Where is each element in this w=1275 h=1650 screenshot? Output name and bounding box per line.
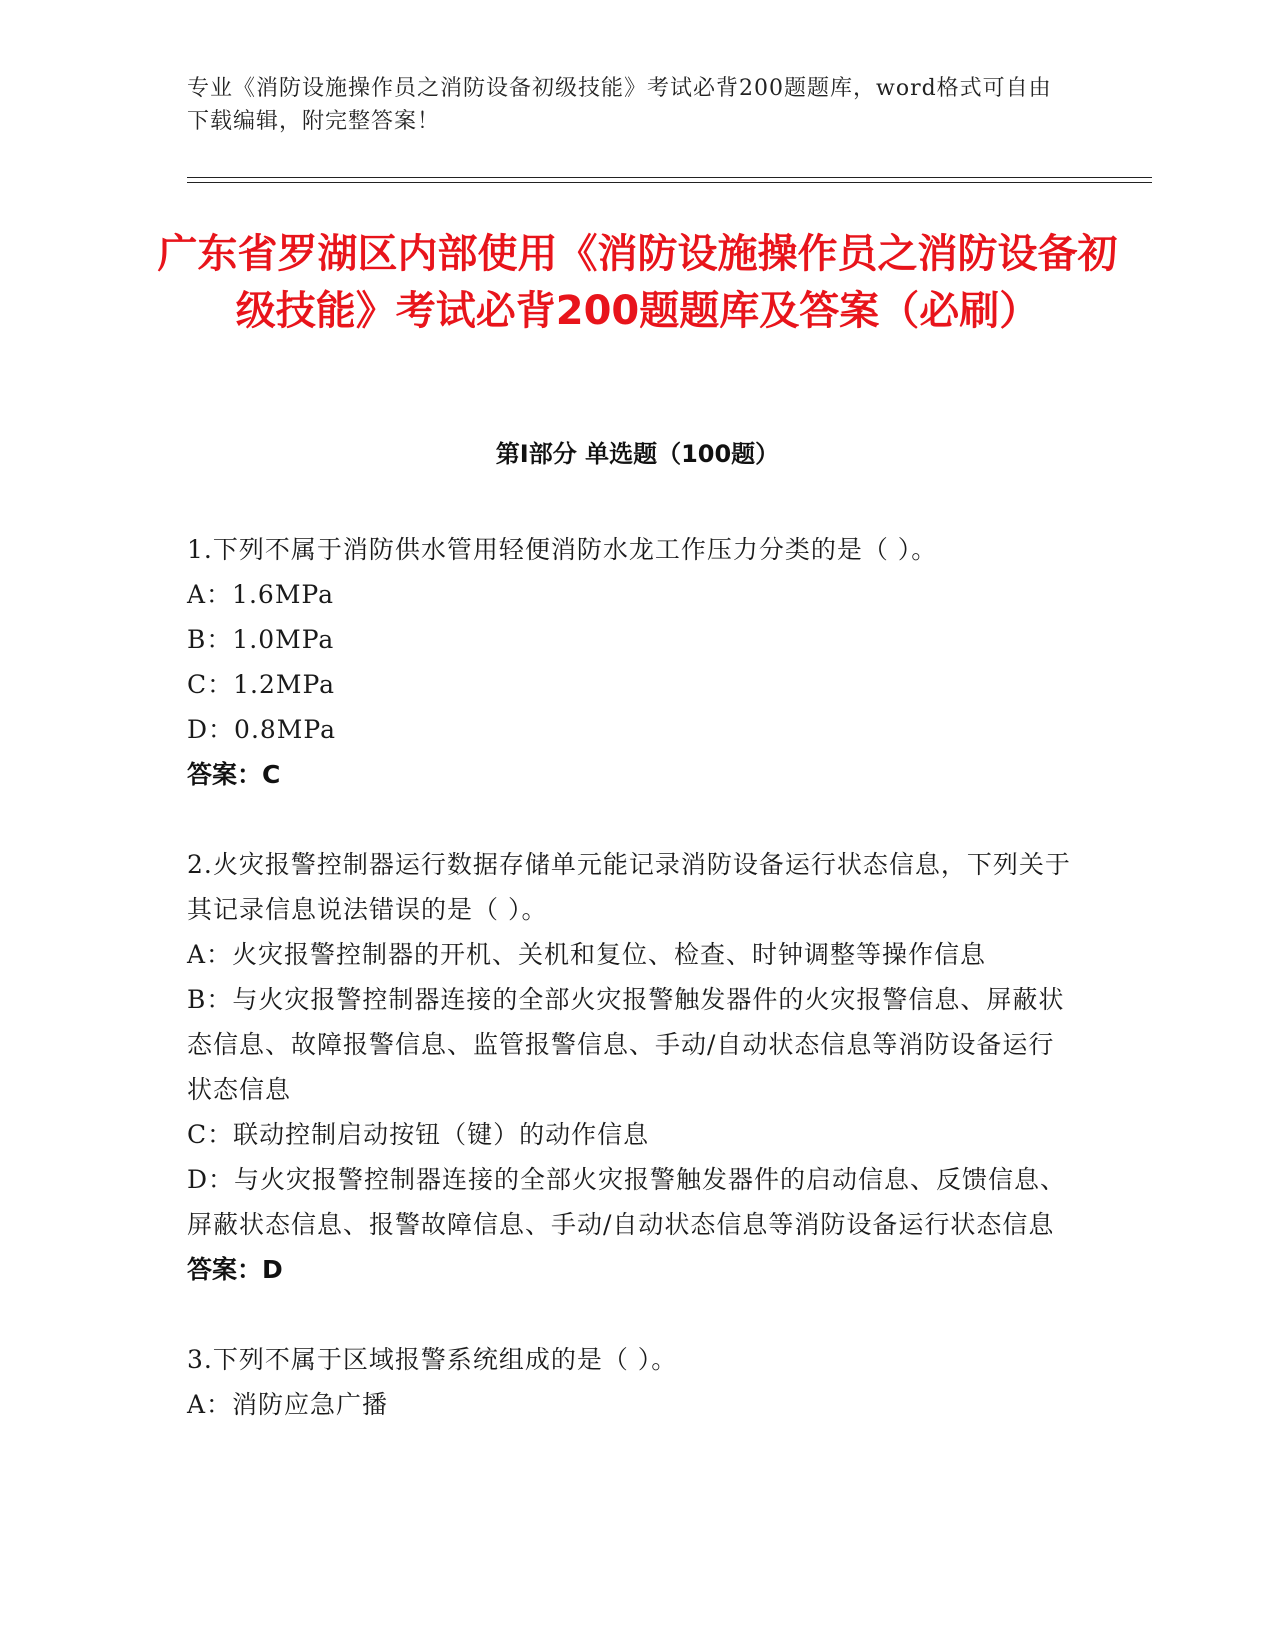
- option-b: B：与火灾报警控制器连接的全部火灾报警触发器件的火灾报警信息、屏蔽状态信息、故障报警信息、监管报警信息、手动/自动状态信息等消防设备运行状态信息: [187, 985, 1065, 1104]
- option-a: A：消防应急广播: [187, 1390, 389, 1419]
- question-stem: 2.火灾报警控制器运行数据存储单元能记录消防设备运行状态信息，下列关于其记录信息说法错误的是（ ）。: [187, 850, 1071, 924]
- question-item: [187, 842, 1077, 1292]
- header-divider-top: [187, 177, 1152, 178]
- header-note: 专业《消防设施操作员之消防设备初级技能》考试必背200题题库，word格式可自由下载编辑，附完整答案！: [187, 76, 1052, 134]
- question-item: [187, 1337, 1077, 1427]
- question-stem: 1.下列不属于消防供水管用轻便消防水龙工作压力分类的是（ ）。: [187, 535, 938, 564]
- question-list: [187, 527, 1077, 1472]
- section-title: 第I部分 单选题（100题）: [495, 440, 780, 468]
- option-c: C：联动控制启动按钮（键）的动作信息: [187, 1120, 650, 1149]
- question-item: [187, 527, 1077, 797]
- option-a: A：1.6MPa: [187, 580, 335, 609]
- option-d: D：0.8MPa: [187, 715, 337, 744]
- option-a: A：火灾报警控制器的开机、关机和复位、检查、时钟调整等操作信息: [187, 940, 987, 969]
- question-stem: 3.下列不属于区域报警系统组成的是（ ）。: [187, 1345, 678, 1374]
- question-answer: 答案：D: [187, 1255, 283, 1284]
- option-b: B：1.0MPa: [187, 625, 335, 654]
- option-d: D：与火灾报警控制器连接的全部火灾报警触发器件的启动信息、反馈信息、屏蔽状态信息、报警故障信息、手动/自动状态信息等消防设备运行状态信息: [187, 1165, 1067, 1239]
- option-c: C：1.2MPa: [187, 670, 336, 699]
- question-answer: 答案：C: [187, 760, 281, 789]
- header-divider-bottom: [187, 182, 1152, 183]
- document-title: 广东省罗湖区内部使用《消防设施操作员之消防设备初级技能》考试必背200题题库及答案（必刷）: [157, 231, 1118, 334]
